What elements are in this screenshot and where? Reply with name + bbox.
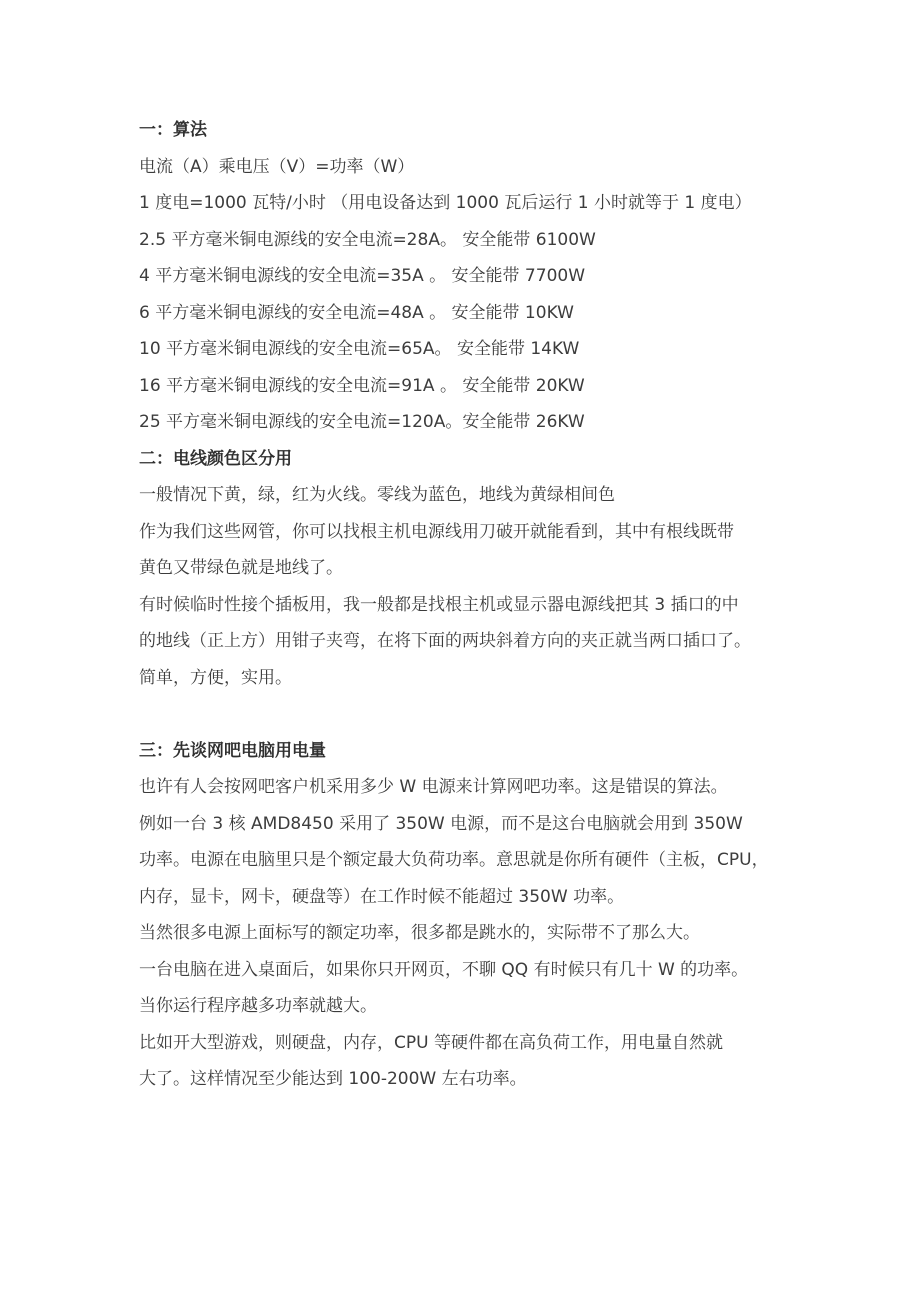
- paragraph-line: 例如一台 3 核 AMD8450 采用了 350W 电源，而不是这台电脑就会用到 350W: [139, 813, 743, 834]
- paragraph-line: 一般情况下黄，绿，红为火线。零线为蓝色，地线为黄绿相间色: [139, 485, 615, 505]
- paragraph-line: 比如开大型游戏，则硬盘，内存，CPU 等硬件都在高负荷工作，用电量自然就: [139, 1032, 723, 1053]
- document-body: [139, 112, 799, 1098]
- paragraph-line: 10 平方毫米铜电源线的安全电流=65A。 安全能带 14KW: [139, 339, 580, 359]
- paragraph-line: 有时候临时性接个插板用，我一般都是找根主机或显示器电源线把其 3 插口的中: [139, 594, 739, 615]
- paragraph-line: 功率。电源在电脑里只是个额定最大负荷功率。意思就是你所有硬件（主板，CPU，: [139, 850, 769, 870]
- paragraph-line: 当然很多电源上面标写的额定功率，很多都是跳水的，实际带不了那么大。: [139, 923, 700, 943]
- paragraph-line: 大了。这样情况至少能达到 100-200W 左右功率。: [139, 1069, 527, 1089]
- paragraph-line: 电流（A）乘电压（V）=功率（W）: [139, 156, 415, 177]
- paragraph-line: 2.5 平方毫米铜电源线的安全电流=28A。 安全能带 6100W: [139, 229, 596, 250]
- paragraph-line: 1 度电=1000 瓦特/小时 （用电设备达到 1000 瓦后运行 1 小时就等于 1 度电）: [139, 193, 752, 213]
- paragraph-line: 25 平方毫米铜电源线的安全电流=120A。安全能带 26KW: [139, 412, 585, 432]
- paragraph-line: 当你运行程序越多功率就越大。: [139, 996, 377, 1016]
- paragraph-line: 4 平方毫米铜电源线的安全电流=35A 。 安全能带 7700W: [139, 266, 586, 286]
- paragraph-line: 一台电脑在进入桌面后，如果你只开网页，不聊 QQ 有时候只有几十 W 的功率。: [139, 959, 749, 980]
- paragraph-line: 内存，显卡，网卡，硬盘等）在工作时候不能超过 350W 功率。: [139, 886, 625, 907]
- blank-line: [139, 696, 799, 733]
- paragraph-line: 也许有人会按网吧客户机采用多少 W 电源来计算网吧功率。这是错误的算法。: [139, 777, 728, 797]
- paragraph-line: 黄色又带绿色就是地线了。: [139, 558, 343, 578]
- paragraph-line: 的地线（正上方）用钳子夹弯，在将下面的两块斜着方向的夹正就当两口插口了。: [139, 631, 751, 651]
- section-1-heading: 一：算法: [139, 120, 207, 140]
- paragraph-line: 作为我们这些网管，你可以找根主机电源线用刀破开就能看到，其中有根线既带: [139, 521, 734, 542]
- section-3-heading: 三：先谈网吧电脑用电量: [139, 740, 326, 761]
- paragraph-line: 简单，方便，实用。: [139, 667, 292, 688]
- paragraph-line: 6 平方毫米铜电源线的安全电流=48A 。 安全能带 10KW: [139, 302, 574, 323]
- section-2-heading: 二：电线颜色区分用: [139, 448, 292, 469]
- paragraph-line: 16 平方毫米铜电源线的安全电流=91A 。 安全能带 20KW: [139, 375, 585, 396]
